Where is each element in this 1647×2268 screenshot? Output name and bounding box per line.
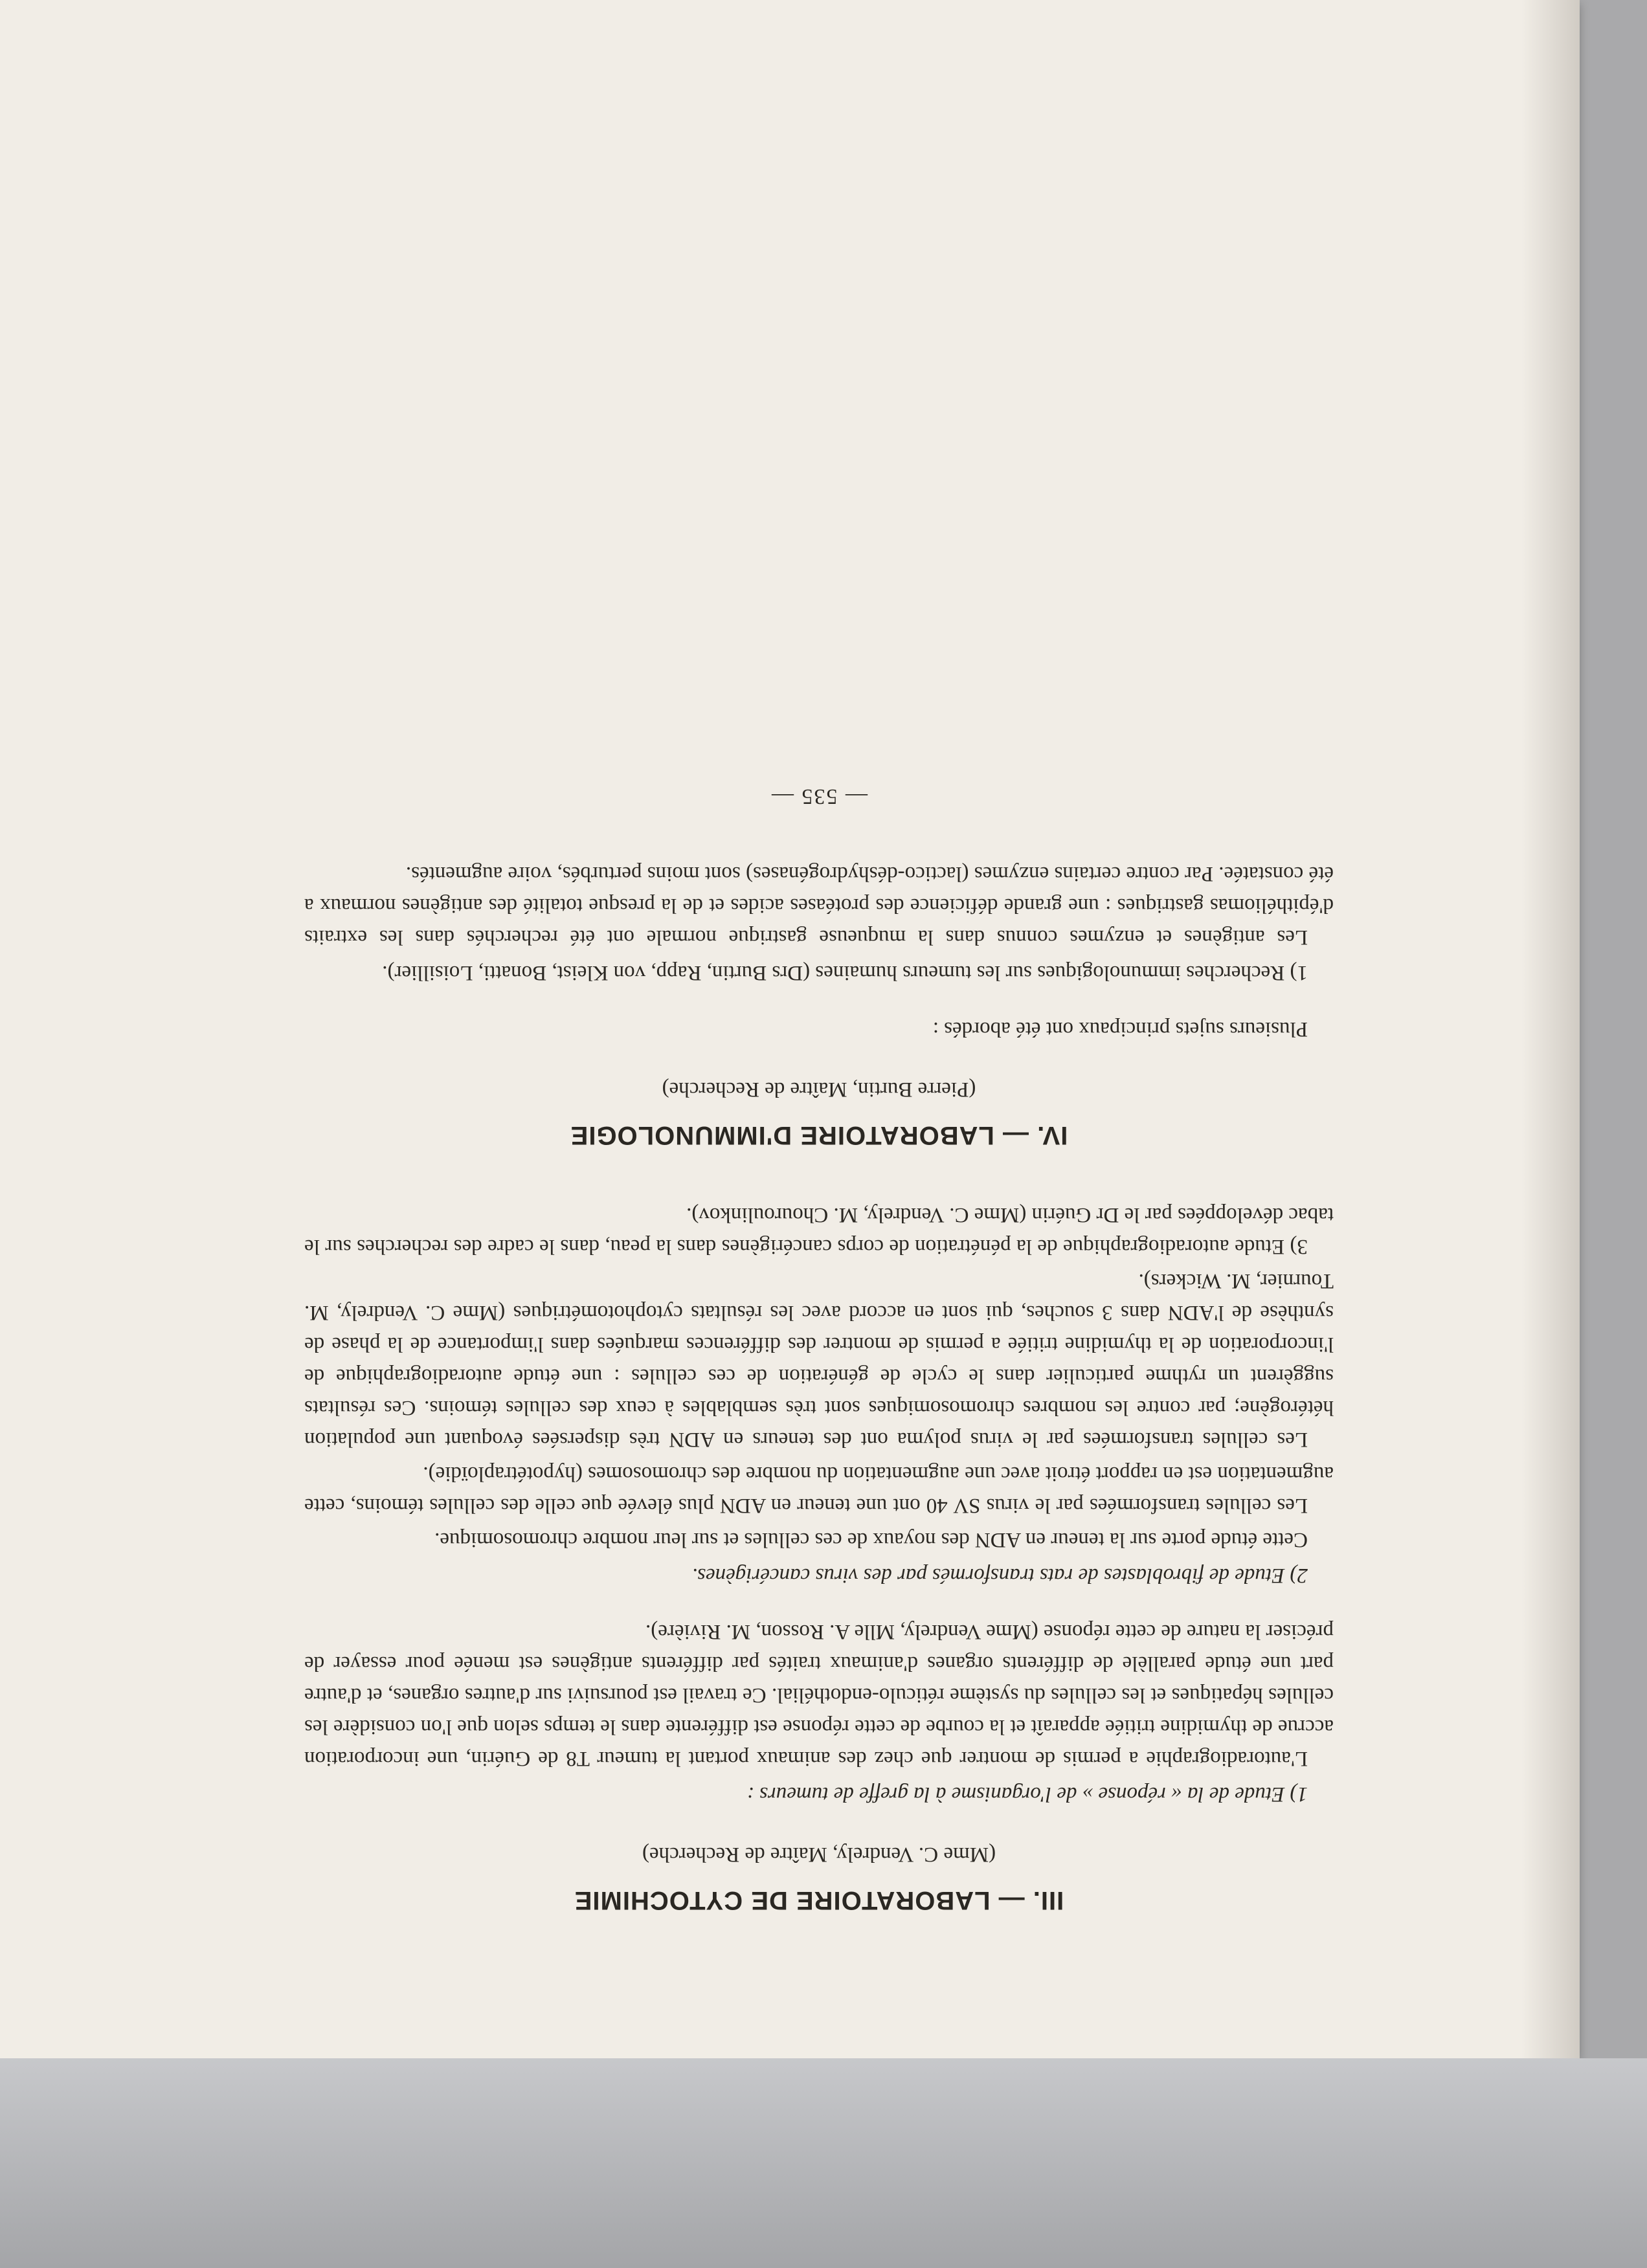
lab3-item2-heading [304,1559,1334,1591]
lab3-item1-heading-text: 1) Etude de la « réponse » de l'organisme à la greffe de tumeurs : [746,1783,1308,1806]
binding-shadow [1521,0,1580,2058]
lab3-item1-paragraph: L'autoradiographie a permis de montrer que chez des animaux portant la tumeur T8 de Guérin, une incorporation accrue de thymidine tritiée apparaît et la courbe de cette réponse est différente dans le temps selon que l'on considère les cellules hépatiques et les cellules du système réticulo-endothélial. Ce travail est poursuivi sur d'autres organes, et d'autre part une étude parallèle de différents organes d'animaux traités par différents antigènes est menée pour essayer de préciser la nature de cette réponse (Mme Vendrely, Mlle A. Rosson, M. Rivière). [304,1620,1334,1770]
lab3-item3-paragraph: 3) Etude autoradiographique de la pénétration de corps cancérigènes dans la peau, dans le cadre des recherches sur le tabac développées par le Dr Guérin (Mme C. Vendrely, M. Chouroulinkov). [304,1203,1334,1258]
lab3-item2-heading-text: 2) Etude de fibroblastes de rats transformés par des virus cancérigènes. [691,1564,1308,1587]
lab3-item1-heading [304,1778,1334,1810]
lab4-item1-paragraph: Les antigènes et enzymes connus dans la muqueuse gastrique normale ont été recherchés dans les extraits d'épithéliomas gastriques : une grande déficience des protéases acides et de la presque totalité des antigènes normaux a été constatée. Par contre certains enzymes (lactico-déshydrogénases) sont moins perturbés, voire augmentés. [304,862,1334,949]
lab3-item2-paragraph-3: Les cellules transformées par le virus polyma ont des teneurs en ADN très dispersées évoquant une population hétérogène; par contre les nombres chromosomiques sont très semblables à ceux des cellules témoins. Ces résultats suggèrent un rythme particulier dans le cycle de génération de ces cellules : une étude autoradiographique de l'incorporation de la thymidine tritiée a permis de montrer des différences marquées dans l'importance de la phase de synthèse de l'ADN dans 3 souches, qui sont en accord avec les résultats cytophotométriques (Mme C. Vendrely, M. Tournier, M. Wickers). [304,1269,1334,1451]
lab4-intro: Plusieurs sujets principaux ont été abordés : [932,1017,1308,1041]
lab4-lead: (Pierre Burtin, Maître de Recherche) [662,1078,976,1101]
lab3-lead: (Mme C. Vendrely, Maître de Recherche) [642,1843,996,1866]
lab4-item1-heading: 1) Recherches immunologiques sur les tumeurs humaines (Drs Burtin, Rapp, von Kleist, Bonatti, Loisillier). [382,961,1308,984]
lab3-title: III. — LABORATOIRE DE CYTOCHIMIE [574,1886,1064,1915]
page-number: — 535 — [770,784,868,808]
lab3-item2-paragraph-2: Les cellules transformées par le virus SV 40 ont une teneur en ADN plus élevée que celle des cellules témoins, cette augmentation est en rapport étroit avec une augmentation du nombre des chromosomes (hypotétraploïdie). [304,1462,1334,1517]
scanner-background [0,2058,1647,2268]
printed-page [304,220,1334,1916]
lab3-item2-paragraph-1: Cette étude porte sur la teneur en ADN des noyaux de ces cellules et sur leur nombre chromosomique. [434,1528,1308,1551]
lab4-title: IV. — LABORATOIRE D'IMMUNOLOGIE [570,1121,1068,1150]
